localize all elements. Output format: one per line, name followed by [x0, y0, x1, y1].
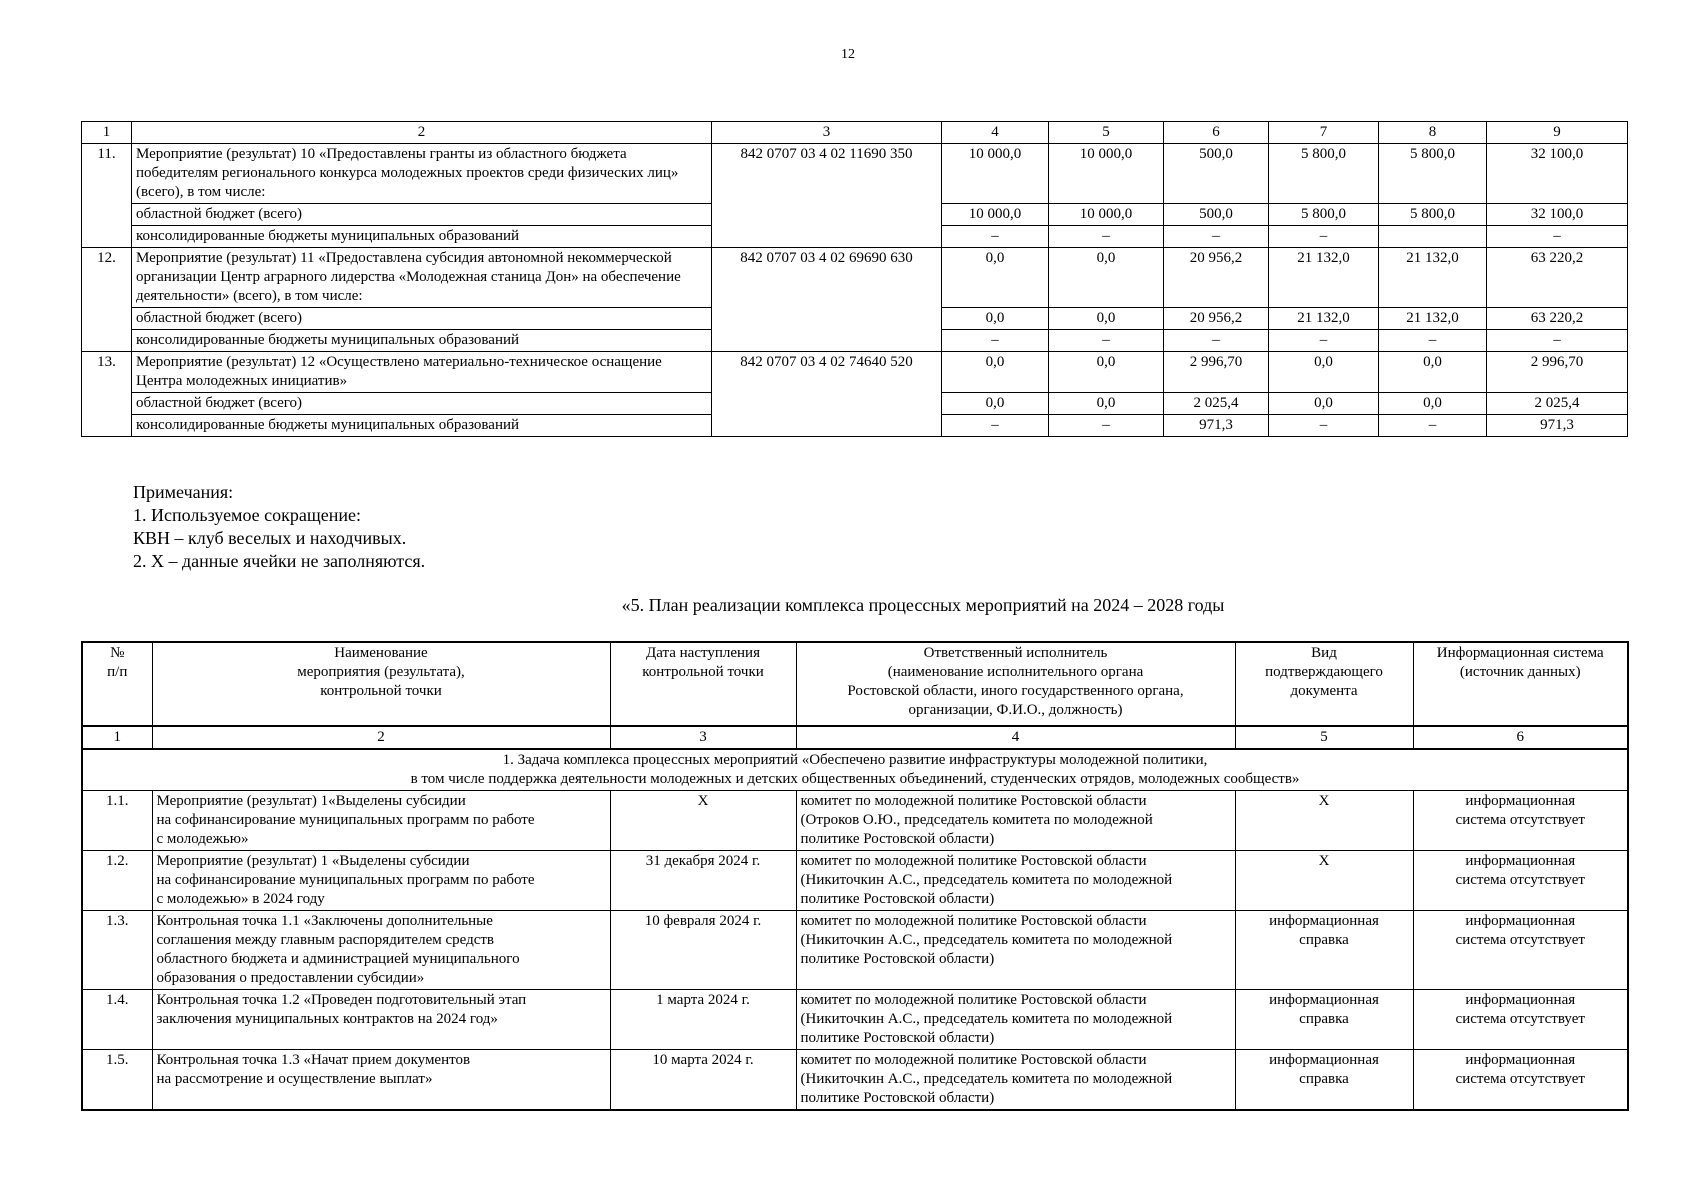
info-system-cell: информационная система отсутствует [1413, 911, 1628, 990]
value-cell [1379, 226, 1487, 248]
col-num: 4 [796, 726, 1235, 749]
value-cell: 5 800,0 [1379, 204, 1487, 226]
value-cell: 10 000,0 [942, 144, 1049, 204]
executor-cell: комитет по молодежной политике Ростовской области (Никиточкин А.С., председатель комитета по молодежной политике Ростовской области) [796, 911, 1235, 990]
activity-name: Мероприятие (результат) 12 «Осуществлено материально-техническое оснащение Центра молодежных инициатив» [132, 352, 712, 393]
note-line: КВН – клуб веселых и находчивых. [133, 528, 407, 548]
col-num: 2 [152, 726, 610, 749]
table-row [82, 248, 1628, 308]
activity-name: областной бюджет (всего) [132, 393, 712, 415]
value-cell: 21 132,0 [1379, 308, 1487, 330]
document-cell: Х [1235, 851, 1413, 911]
value-cell: 32 100,0 [1487, 144, 1628, 204]
value-cell: – [942, 226, 1049, 248]
value-cell: 0,0 [942, 393, 1049, 415]
value-cell: 0,0 [1379, 393, 1487, 415]
table-row [82, 911, 1628, 990]
info-system-cell: информационная система отсутствует [1413, 791, 1628, 851]
value-cell: – [1164, 330, 1269, 352]
value-cell: – [1487, 226, 1628, 248]
value-cell: 32 100,0 [1487, 204, 1628, 226]
value-cell: 21 132,0 [1269, 308, 1379, 330]
date-cell: 10 марта 2024 г. [610, 1050, 796, 1111]
row-number: 1.4. [82, 990, 152, 1050]
col-num: 5 [1235, 726, 1413, 749]
value-cell: 0,0 [1049, 248, 1164, 308]
budget-code: 842 0707 03 4 02 69690 630 [712, 248, 942, 352]
value-cell: 500,0 [1164, 144, 1269, 204]
row-number: 1.2. [82, 851, 152, 911]
page-number: 12 [841, 47, 855, 62]
column-number-row [82, 726, 1628, 749]
activity-name: Мероприятие (результат) 10 «Предоставлены гранты из областного бюджета победителям регионального конкурса молодежных проектов среди физических лиц» (всего), в том числе: [132, 144, 712, 204]
date-cell: 10 февраля 2024 г. [610, 911, 796, 990]
executor-cell: комитет по молодежной политике Ростовской области (Никиточкин А.С., председатель комитета по молодежной политике Ростовской области) [796, 990, 1235, 1050]
col-num: 6 [1164, 122, 1269, 144]
executor-cell: комитет по молодежной политике Ростовской области (Никиточкин А.С., председатель комитета по молодежной политике Ростовской области) [796, 851, 1235, 911]
value-cell: 10 000,0 [1049, 144, 1164, 204]
activity-name: Контрольная точка 1.1 «Заключены дополнительные соглашения между главным распорядителем средств областного бюджета и администрацией муниципального образования о предоставлении субсидии» [152, 911, 610, 990]
value-cell: 63 220,2 [1487, 248, 1628, 308]
activity-name: консолидированные бюджеты муниципальных образований [132, 415, 712, 437]
col-num: 5 [1049, 122, 1164, 144]
table-row [82, 791, 1628, 851]
value-cell: 2 025,4 [1487, 393, 1628, 415]
budget-code: 842 0707 03 4 02 11690 350 [712, 144, 942, 248]
col-num: 1 [82, 122, 132, 144]
activity-name: консолидированные бюджеты муниципальных образований [132, 226, 712, 248]
table-row [82, 851, 1628, 911]
value-cell: 5 800,0 [1269, 204, 1379, 226]
col-num: 3 [712, 122, 942, 144]
notes-title: Примечания: [133, 482, 234, 502]
column-number-row [82, 122, 1628, 144]
document-cell: информационная справка [1235, 990, 1413, 1050]
value-cell: 0,0 [1049, 352, 1164, 393]
col-num: 3 [610, 726, 796, 749]
value-cell: 500,0 [1164, 204, 1269, 226]
value-cell: – [1269, 330, 1379, 352]
row-number: 1.1. [82, 791, 152, 851]
value-cell: 0,0 [1049, 308, 1164, 330]
info-system-cell: информационная система отсутствует [1413, 851, 1628, 911]
header-executor: Ответственный исполнитель (наименование исполнительного органа Ростовской области, иного государственного органа, организации, Ф.И.О., должность) [796, 642, 1235, 726]
header-info-system: Информационная система (источник данных) [1413, 642, 1628, 726]
value-cell: 971,3 [1487, 415, 1628, 437]
value-cell: 63 220,2 [1487, 308, 1628, 330]
col-num: 8 [1379, 122, 1487, 144]
value-cell: 2 025,4 [1164, 393, 1269, 415]
value-cell: – [1049, 330, 1164, 352]
date-cell: 1 марта 2024 г. [610, 990, 796, 1050]
value-cell: 2 996,70 [1487, 352, 1628, 393]
date-cell: 31 декабря 2024 г. [610, 851, 796, 911]
col-num: 9 [1487, 122, 1628, 144]
row-number: 12. [82, 248, 132, 352]
value-cell: 0,0 [1049, 393, 1164, 415]
value-cell: – [942, 415, 1049, 437]
activity-name: консолидированные бюджеты муниципальных образований [132, 330, 712, 352]
col-num: 7 [1269, 122, 1379, 144]
table-row [82, 352, 1628, 393]
value-cell: 2 996,70 [1164, 352, 1269, 393]
budget-code: 842 0707 03 4 02 74640 520 [712, 352, 942, 437]
row-number: 1.3. [82, 911, 152, 990]
table-row [82, 990, 1628, 1050]
activity-name: Мероприятие (результат) 11 «Предоставлена субсидия автономной некоммерческой организации Центр аграрного лидерства «Молодежная станица Дон» на обеспечение деятельности» (всего), в том числе: [132, 248, 712, 308]
activity-name: областной бюджет (всего) [132, 308, 712, 330]
notes [133, 481, 425, 573]
value-cell: – [1269, 415, 1379, 437]
activity-name: Мероприятие (результат) 1«Выделены субсидии на софинансирование муниципальных программ по работе с молодежью» [152, 791, 610, 851]
value-cell: 10 000,0 [1049, 204, 1164, 226]
col-num: 2 [132, 122, 712, 144]
value-cell: – [1269, 226, 1379, 248]
row-number: 13. [82, 352, 132, 437]
value-cell: – [1487, 330, 1628, 352]
header-date: Дата наступления контрольной точки [610, 642, 796, 726]
col-num: 4 [942, 122, 1049, 144]
value-cell: 5 800,0 [1269, 144, 1379, 204]
info-system-cell: информационная система отсутствует [1413, 990, 1628, 1050]
value-cell: – [1049, 415, 1164, 437]
value-cell: 0,0 [1269, 352, 1379, 393]
value-cell: 0,0 [942, 248, 1049, 308]
task-row [82, 749, 1628, 791]
value-cell: 21 132,0 [1269, 248, 1379, 308]
value-cell: 10 000,0 [942, 204, 1049, 226]
value-cell: – [1379, 415, 1487, 437]
activity-name: Контрольная точка 1.2 «Проведен подготовительный этап заключения муниципальных контрактов на 2024 год» [152, 990, 610, 1050]
value-cell: 20 956,2 [1164, 308, 1269, 330]
note-line: 2. Х – данные ячейки не заполняются. [133, 551, 426, 571]
task-title: 1. Задача комплекса процессных мероприятий «Обеспечено развитие инфраструктуры молодежной политики, в том числе поддержка деятельности молодежных и детских общественных объединений, студенческих отрядов, молодежных сообществ» [82, 749, 1628, 791]
header-row [82, 642, 1628, 726]
value-cell: – [942, 330, 1049, 352]
value-cell: – [1379, 330, 1487, 352]
document-cell: информационная справка [1235, 1050, 1413, 1111]
header-num: № п/п [82, 642, 152, 726]
executor-cell: комитет по молодежной политике Ростовской области (Отроков О.Ю., председатель комитета по молодежной политике Ростовской области) [796, 791, 1235, 851]
row-number: 11. [82, 144, 132, 248]
table-row [82, 144, 1628, 204]
header-document: Вид подтверждающего документа [1235, 642, 1413, 726]
col-num: 1 [82, 726, 152, 749]
section-title: «5. План реализации комплекса процессных мероприятий на 2024 – 2028 годы [621, 595, 1225, 615]
value-cell: 21 132,0 [1379, 248, 1487, 308]
activity-name: Мероприятие (результат) 1 «Выделены субсидии на софинансирование муниципальных программ по работе с молодежью» в 2024 году [152, 851, 610, 911]
value-cell: 0,0 [942, 308, 1049, 330]
row-number: 1.5. [82, 1050, 152, 1111]
financing-table [81, 121, 1628, 437]
value-cell: 0,0 [942, 352, 1049, 393]
document-cell: Х [1235, 791, 1413, 851]
executor-cell: комитет по молодежной политике Ростовской области (Никиточкин А.С., председатель комитета по молодежной политике Ростовской области) [796, 1050, 1235, 1111]
note-line: 1. Используемое сокращение: [133, 505, 361, 525]
plan-table [81, 641, 1629, 1111]
info-system-cell: информационная система отсутствует [1413, 1050, 1628, 1111]
value-cell: 0,0 [1269, 393, 1379, 415]
header-name: Наименование мероприятия (результата), контрольной точки [152, 642, 610, 726]
date-cell: Х [610, 791, 796, 851]
table-row [82, 1050, 1628, 1111]
activity-name: Контрольная точка 1.3 «Начат прием документов на рассмотрение и осуществление выплат» [152, 1050, 610, 1111]
value-cell: – [1164, 226, 1269, 248]
value-cell: 0,0 [1379, 352, 1487, 393]
col-num: 6 [1413, 726, 1628, 749]
activity-name: областной бюджет (всего) [132, 204, 712, 226]
document-cell: информационная справка [1235, 911, 1413, 990]
value-cell: – [1049, 226, 1164, 248]
value-cell: 20 956,2 [1164, 248, 1269, 308]
value-cell: 5 800,0 [1379, 144, 1487, 204]
value-cell: 971,3 [1164, 415, 1269, 437]
